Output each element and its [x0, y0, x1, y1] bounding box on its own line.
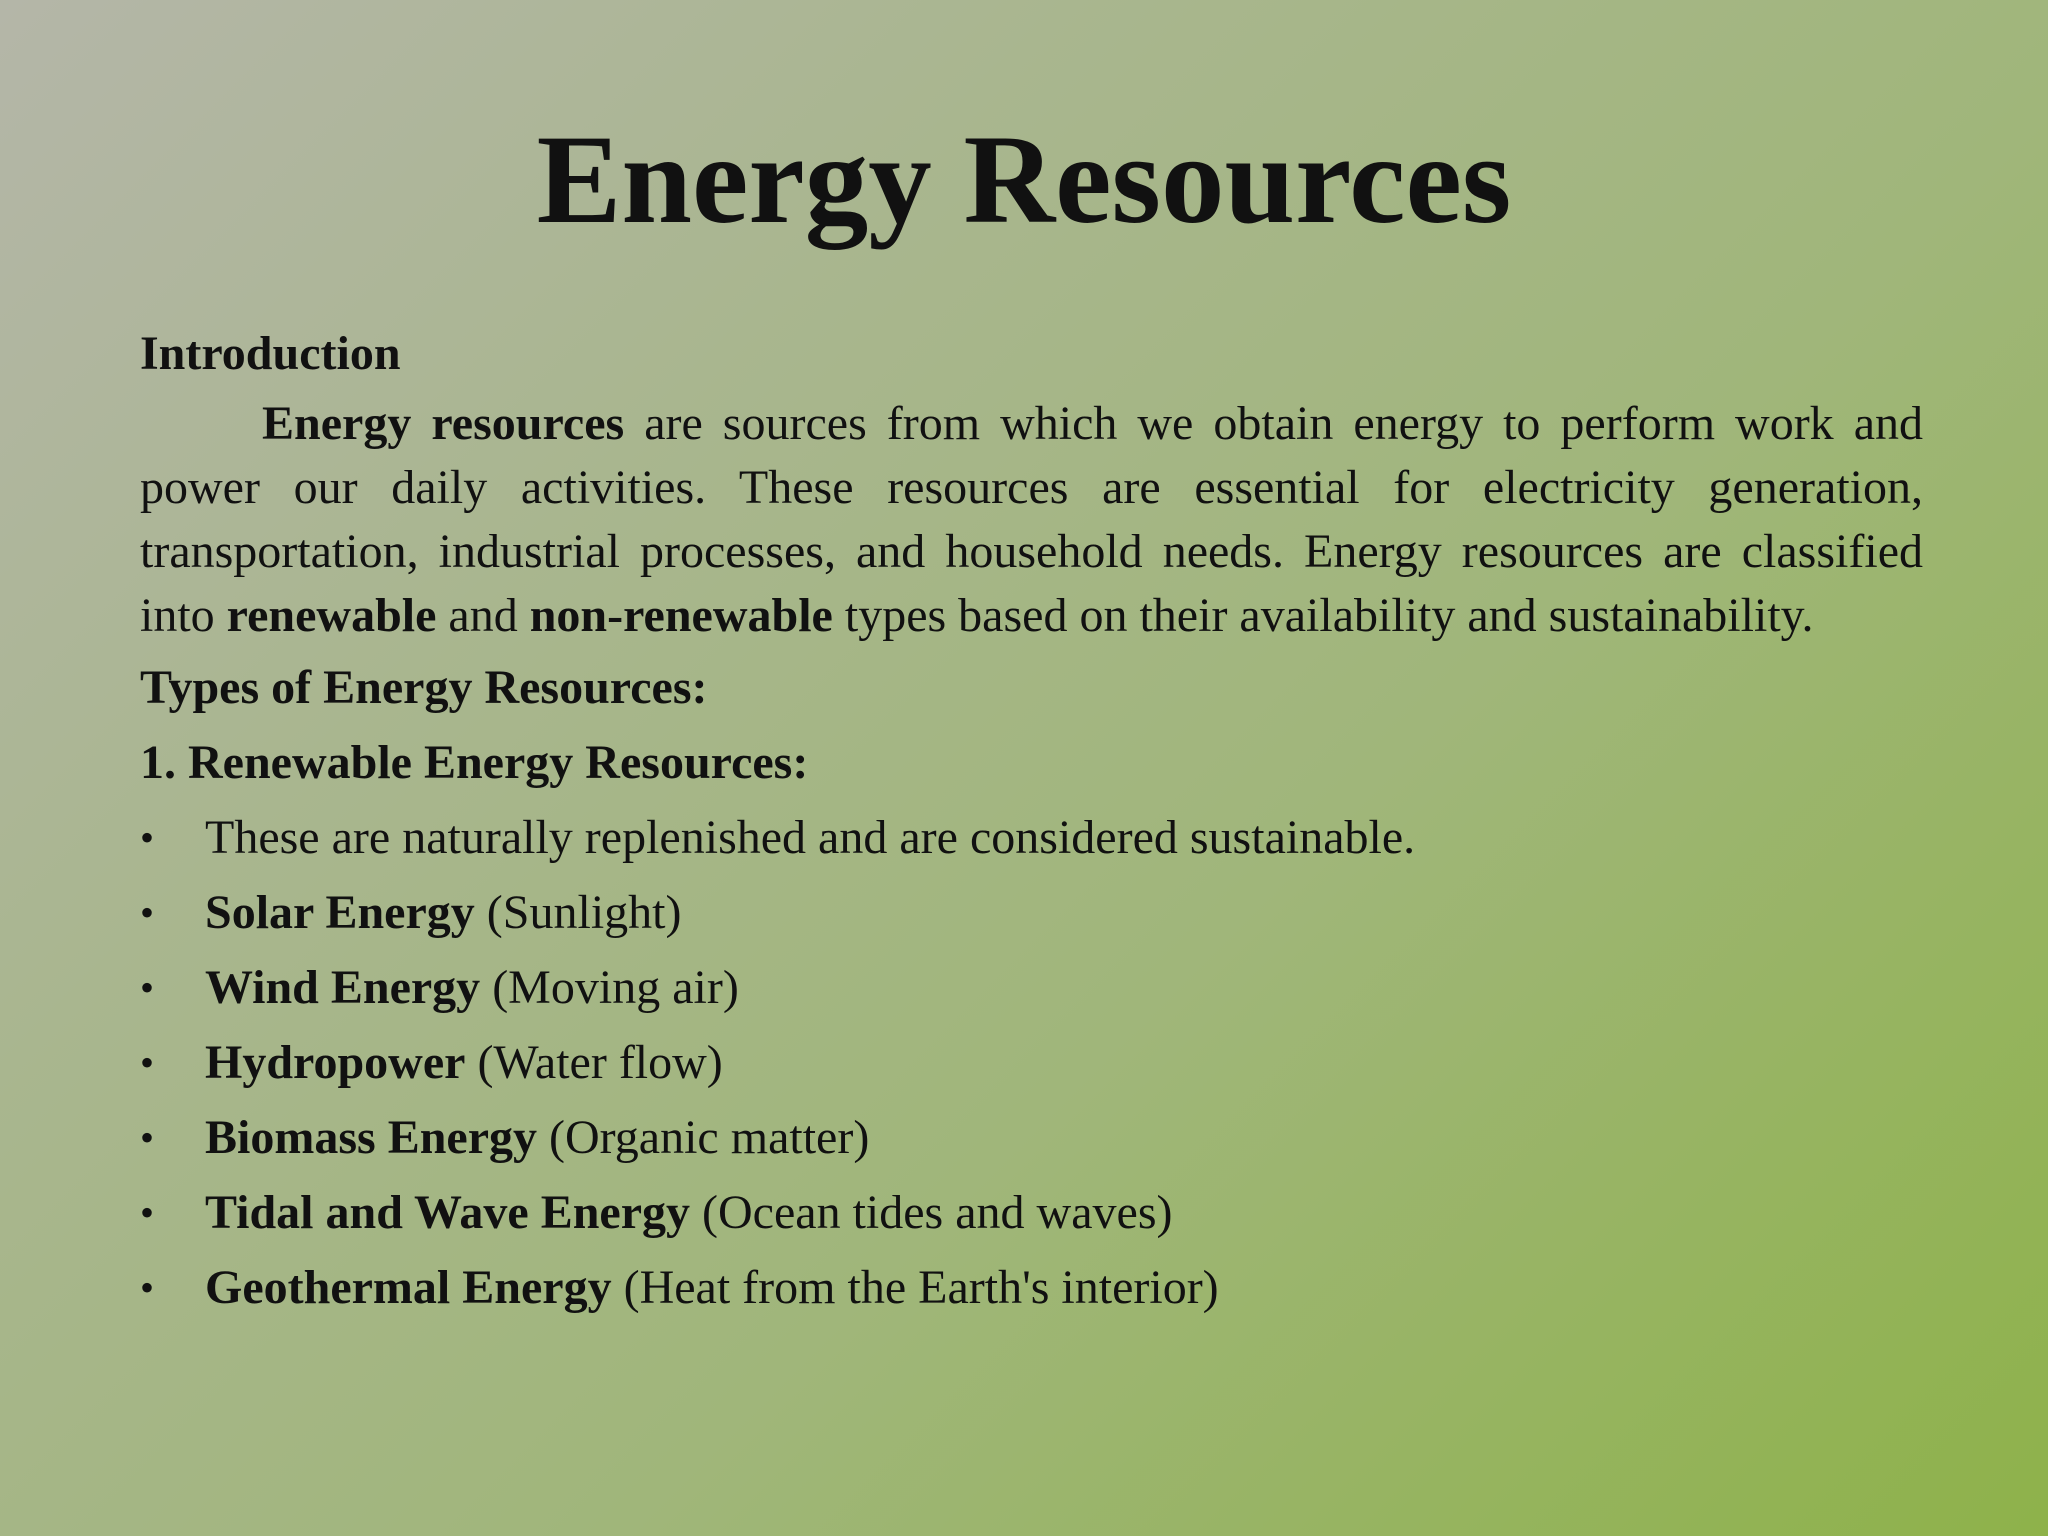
bullet-icon: •	[140, 965, 155, 1010]
bullet-icon: •	[140, 1115, 155, 1160]
list-item-text: (Sunlight)	[474, 886, 682, 939]
intro-bold-renewable: renewable	[226, 589, 437, 642]
list-item	[140, 881, 1923, 945]
list-item-bold: Geothermal Energy	[205, 1261, 612, 1314]
list-item-bold: Wind Energy	[205, 961, 481, 1014]
intro-text-3: types based on their availability and sustainability.	[832, 589, 1814, 642]
renewable-list	[140, 806, 1923, 1320]
bullet-icon: •	[140, 1190, 155, 1235]
list-item-bold: Biomass Energy	[205, 1111, 538, 1164]
intro-bold-nonrenewable: non-renewable	[529, 589, 833, 642]
list-item-bold: Tidal and Wave Energy	[205, 1186, 691, 1239]
types-heading: Types of Energy Resources:	[140, 661, 708, 714]
bullet-icon: •	[140, 815, 155, 860]
bullet-icon: •	[140, 1040, 155, 1085]
list-item	[140, 1181, 1923, 1245]
slide-title: Energy Resources	[536, 110, 1512, 250]
renewable-heading: 1. Renewable Energy Resources:	[140, 736, 809, 789]
list-item-text: (Ocean tides and waves)	[690, 1186, 1173, 1239]
intro-paragraph	[140, 392, 1923, 648]
list-item-bold: Solar Energy	[205, 886, 475, 939]
intro-text-1: are sources from which we obtain energy to perform work and power our daily activities. These resources are essential for electricity generation, transportation, industrial processes, and household needs. Energy resources are classified into	[140, 397, 1923, 642]
bullet-icon: •	[140, 890, 155, 935]
list-item	[140, 1106, 1923, 1170]
list-item	[140, 956, 1923, 1020]
list-item-text: (Moving air)	[480, 961, 739, 1014]
intro-heading: Introduction	[140, 327, 401, 380]
list-item	[140, 806, 1923, 870]
list-item-text: (Organic matter)	[537, 1111, 870, 1164]
list-item-bold: Hydropower	[205, 1036, 466, 1089]
intro-text-2: and	[436, 589, 530, 642]
bullet-icon: •	[140, 1265, 155, 1310]
slide-content	[140, 322, 1923, 1331]
list-item-text: (Heat from the Earth's interior)	[611, 1261, 1219, 1314]
list-item-text: These are naturally replenished and are considered sustainable.	[205, 811, 1416, 864]
list-item	[140, 1256, 1923, 1320]
list-item-text: (Water flow)	[465, 1036, 723, 1089]
intro-lead-bold: Energy resources	[262, 397, 625, 450]
list-item	[140, 1031, 1923, 1095]
